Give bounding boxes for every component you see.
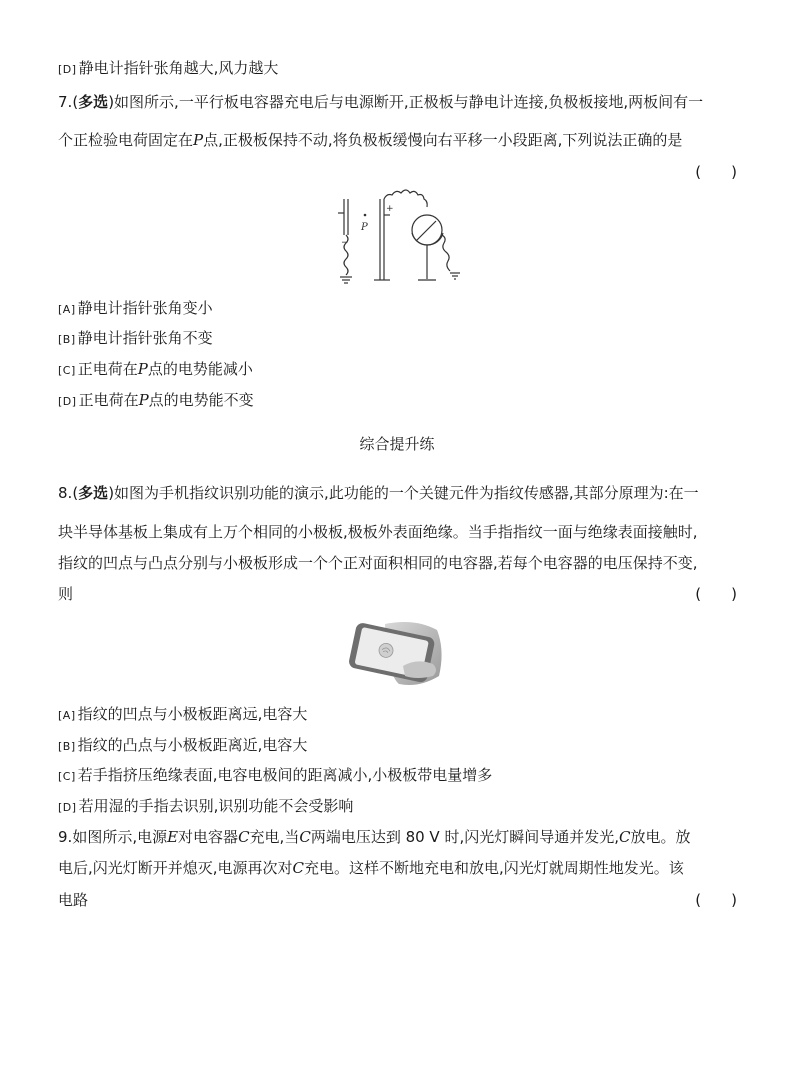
question-text: 如图所示,电源 — [72, 828, 168, 846]
figure-label-plus: + — [386, 204, 394, 214]
q8-option-d — [58, 796, 353, 818]
phone-fingerprint-figure — [345, 620, 445, 692]
variable-c: C — [299, 828, 311, 846]
q8-line-1 — [58, 483, 699, 503]
option-text: 正电荷在 — [78, 391, 139, 409]
option-text: 静电计指针张角不变 — [77, 329, 213, 347]
prev-option-d — [58, 58, 278, 80]
answer-bracket: ( ) — [695, 163, 737, 181]
option-text: 点的电势能减小 — [147, 360, 253, 378]
variable-c: C — [619, 828, 631, 846]
section-title: 综合提升练 — [359, 435, 435, 453]
option-text: 若手指挤压绝缘表面,电容电极间的距离减小,小极板带电量增多 — [77, 766, 493, 784]
q8-line-2: 块半导体基板上集成有上万个相同的小极板,极板外表面绝缘。当手指指纹一面与绝缘表面接触时, — [58, 523, 698, 541]
point-p-dot — [364, 214, 367, 217]
option-text: 点的电势能不变 — [148, 391, 254, 409]
q8-line-4: 则 — [58, 585, 74, 603]
variable-c: C — [238, 828, 250, 846]
option-text: 若用湿的手指去识别,识别功能不会受影响 — [78, 797, 354, 815]
answer-bracket: ( ) — [695, 585, 737, 603]
option-tag: [D] — [58, 395, 77, 408]
option-tag: [D] — [58, 801, 77, 814]
figure-label-minus: − — [341, 238, 349, 248]
q8-option-c — [58, 765, 492, 787]
option-text: 静电计指针张角变小 — [77, 299, 213, 317]
option-tag: [C] — [58, 364, 76, 377]
q8-option-b — [58, 735, 307, 757]
question-text: 对电容器 — [178, 828, 239, 846]
paren: ( — [72, 93, 79, 111]
question-text: 点,正极板保持不动,将负极板缓慢向右平移一小段距离,下列说法正确的是 — [203, 131, 683, 149]
option-text: 正电荷在 — [77, 360, 138, 378]
q7-line-1 — [58, 92, 703, 112]
option-tag: [B] — [58, 333, 76, 346]
figure-label-p: P — [361, 222, 368, 233]
q7-option-c — [58, 359, 253, 381]
electroscope-needle — [416, 221, 436, 241]
variable-e: E — [167, 828, 179, 846]
question-text: 如图为手机指纹识别功能的演示,此功能的一个关键元件为指纹传感器,其部分原理为:在一 — [114, 484, 699, 502]
q9-line-3: 电路 — [58, 891, 89, 909]
question-text: 充电。这样不断地充电和放电,闪光灯就周期性地发光。该 — [304, 859, 684, 877]
question-number: 8. — [58, 484, 73, 502]
question-type: 多选 — [78, 484, 109, 502]
q7-option-b — [58, 328, 213, 350]
variable-p: P — [138, 391, 149, 409]
answer-bracket: ( ) — [695, 891, 737, 909]
option-tag: [A] — [58, 709, 76, 722]
option-text: 指纹的凹点与小极板距离远,电容大 — [77, 705, 308, 723]
q7-option-d — [58, 390, 254, 412]
question-type: 多选 — [78, 93, 109, 111]
question-text: 个正检验电荷固定在 — [58, 131, 194, 149]
q9-line-2 — [58, 858, 684, 878]
option-tag: [B] — [58, 740, 76, 753]
question-text: 放电。放 — [630, 828, 691, 846]
variable-c: C — [292, 859, 305, 877]
option-text: 指纹的凸点与小极板距离近,电容大 — [77, 736, 308, 754]
q7-option-a — [58, 298, 213, 320]
variable-p: P — [137, 360, 148, 378]
question-number: 7. — [58, 93, 73, 111]
q8-line-3: 指纹的凹点与凸点分别与小极板形成一个个正对面积相同的电容器,若每个电容器的电压保持不变, — [58, 554, 698, 572]
paren: ( — [72, 484, 79, 502]
q7-line-2 — [58, 130, 682, 150]
paren: ) — [108, 93, 115, 111]
paren: ) — [108, 484, 115, 502]
question-text: 充电,当 — [249, 828, 300, 846]
option-tag: [C] — [58, 770, 76, 783]
q9-line-1 — [58, 827, 691, 847]
variable-p: P — [193, 131, 204, 149]
option-tag: [A] — [58, 303, 76, 316]
question-text: 如图所示,一平行板电容器充电后与电源断开,正极板与静电计连接,负极板接地,两板间有一 — [114, 93, 704, 111]
question-text: 两端电压达到 80 V 时,闪光灯瞬间导通并发光, — [310, 828, 620, 846]
option-tag: [D] — [58, 63, 77, 76]
q8-option-a — [58, 704, 307, 726]
thumb-shape — [403, 661, 436, 678]
option-text: 静电计指针张角越大,风力越大 — [78, 59, 279, 77]
question-number: 9. — [58, 828, 73, 846]
capacitor-electroscope-figure — [330, 185, 470, 287]
question-text: 电后,闪光灯断开并熄灭,电源再次对 — [58, 859, 293, 877]
electroscope-ground-wire — [442, 235, 450, 271]
